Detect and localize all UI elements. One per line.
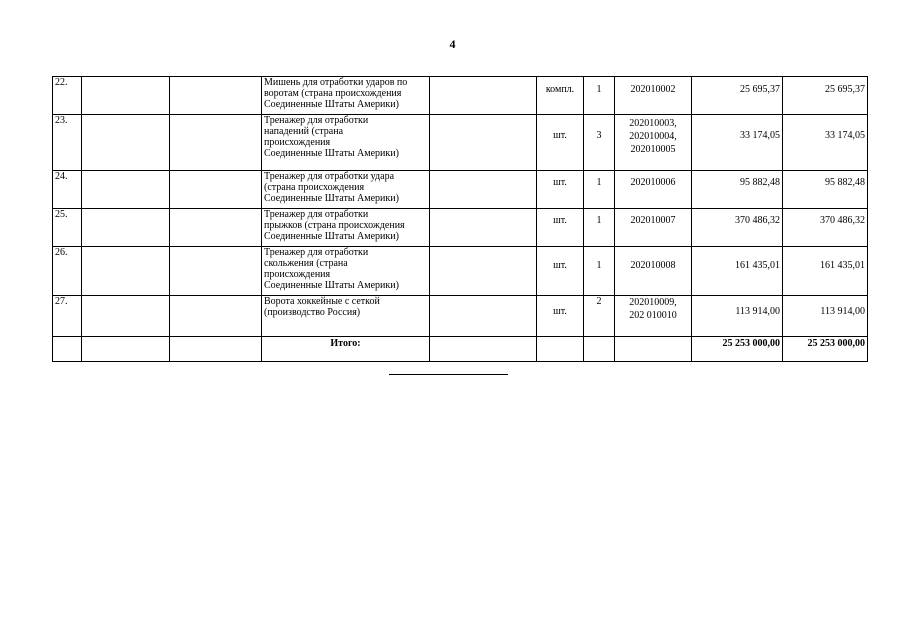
empty-cell (170, 171, 262, 209)
table-row (53, 209, 868, 247)
empty-cell (170, 209, 262, 247)
row-number: 27. (53, 296, 82, 337)
empty-cell (430, 77, 537, 115)
item-price: 25 695,37 (692, 77, 783, 115)
item-code: 202010008 (615, 247, 692, 296)
empty-cell (430, 337, 537, 362)
row-number: 26. (53, 247, 82, 296)
item-unit: компл. (537, 77, 584, 115)
item-name: Тренажер для отработки удара (страна происхождения Соединенные Штаты Америки) (262, 171, 430, 209)
row-number: 25. (53, 209, 82, 247)
total-price: 25 253 000,00 (692, 337, 783, 362)
item-price: 113 914,00 (692, 296, 783, 337)
empty-cell (170, 337, 262, 362)
item-qty: 3 (584, 115, 615, 171)
empty-cell (82, 296, 170, 337)
item-qty: 2 (584, 296, 615, 337)
item-sum: 33 174,05 (783, 115, 868, 171)
empty-cell (170, 77, 262, 115)
item-name: Тренажер для отработки прыжков (страна происхождения Соединенные Штаты Америки) (262, 209, 430, 247)
page-number: 4 (449, 37, 456, 51)
table-row (53, 115, 868, 171)
item-name: Тренажер для отработки скольжения (страна происхождения Соединенные Штаты Америки) (262, 247, 430, 296)
item-qty: 1 (584, 171, 615, 209)
item-qty: 1 (584, 209, 615, 247)
table-row (53, 247, 868, 296)
empty-cell (430, 247, 537, 296)
total-label: Итого: (262, 337, 430, 362)
table-row (53, 77, 868, 115)
empty-cell (430, 209, 537, 247)
row-number: 24. (53, 171, 82, 209)
item-sum: 25 695,37 (783, 77, 868, 115)
item-code: 202010006 (615, 171, 692, 209)
item-unit: шт. (537, 209, 584, 247)
end-divider-line (389, 374, 508, 375)
empty-cell (584, 337, 615, 362)
item-unit: шт. (537, 171, 584, 209)
item-code: 202010009, 202 010010 (615, 296, 692, 337)
empty-cell (537, 337, 584, 362)
empty-cell (430, 115, 537, 171)
empty-cell (82, 209, 170, 247)
row-number: 23. (53, 115, 82, 171)
item-name: Ворота хоккейные с сеткой (производство Россия) (262, 296, 430, 337)
item-unit: шт. (537, 247, 584, 296)
item-sum: 95 882,48 (783, 171, 868, 209)
item-qty: 1 (584, 77, 615, 115)
item-name: Мишень для отработки ударов по воротам (страна происхождения Соединенные Штаты Америки) (262, 77, 430, 115)
empty-cell (170, 247, 262, 296)
empty-cell (82, 247, 170, 296)
inventory-table (52, 76, 868, 362)
item-price: 33 174,05 (692, 115, 783, 171)
empty-cell (430, 171, 537, 209)
empty-cell (82, 171, 170, 209)
item-sum: 161 435,01 (783, 247, 868, 296)
empty-cell (615, 337, 692, 362)
item-code: 202010002 (615, 77, 692, 115)
item-price: 95 882,48 (692, 171, 783, 209)
row-number: 22. (53, 77, 82, 115)
empty-cell (170, 115, 262, 171)
empty-cell (82, 337, 170, 362)
empty-cell (82, 115, 170, 171)
item-code: 202010003, 202010004, 202010005 (615, 115, 692, 171)
item-code: 202010007 (615, 209, 692, 247)
item-sum: 370 486,32 (783, 209, 868, 247)
empty-cell (53, 337, 82, 362)
item-sum: 113 914,00 (783, 296, 868, 337)
empty-cell (170, 296, 262, 337)
table-row (53, 296, 868, 337)
item-price: 370 486,32 (692, 209, 783, 247)
item-qty: 1 (584, 247, 615, 296)
empty-cell (82, 77, 170, 115)
table-row (53, 171, 868, 209)
empty-cell (430, 296, 537, 337)
total-row (53, 337, 868, 362)
total-sum: 25 253 000,00 (783, 337, 868, 362)
item-unit: шт. (537, 296, 584, 337)
item-name: Тренажер для отработки нападений (страна происхождения Соединенные Штаты Америки) (262, 115, 430, 171)
item-price: 161 435,01 (692, 247, 783, 296)
item-unit: шт. (537, 115, 584, 171)
